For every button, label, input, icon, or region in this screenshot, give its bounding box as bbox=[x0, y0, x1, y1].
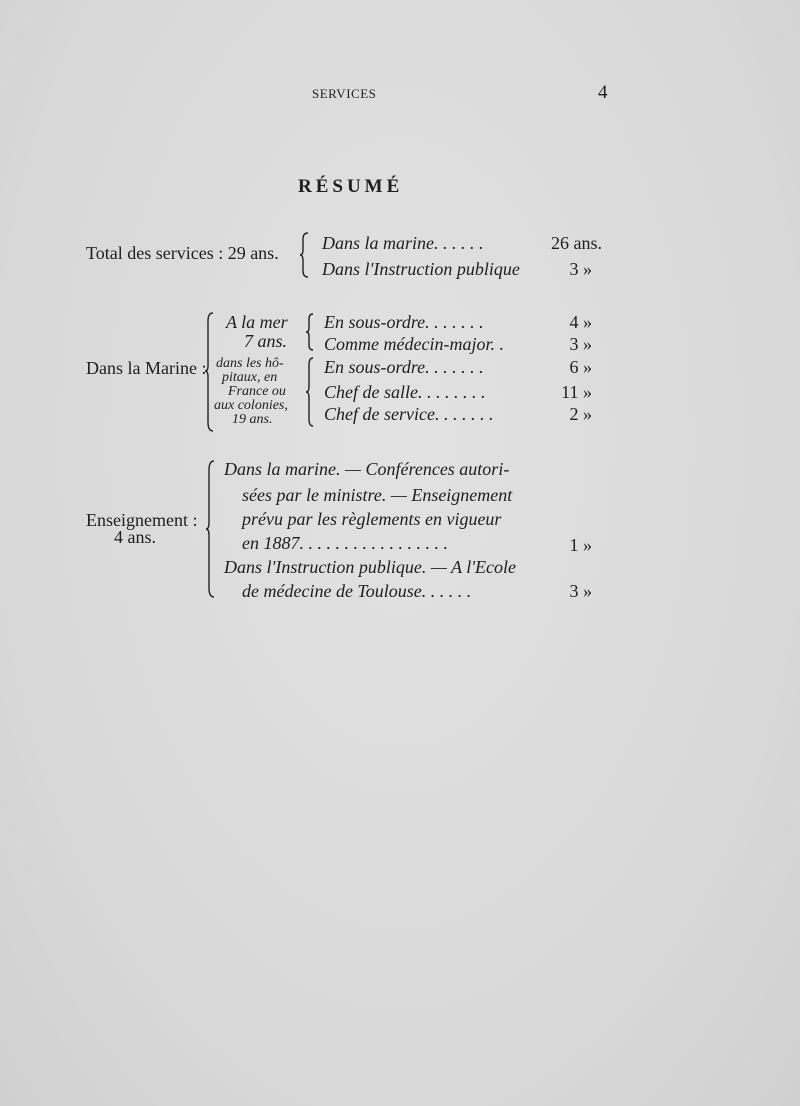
teaching-line-5: Dans l'Instruction publique. — A l'Ecole bbox=[224, 557, 517, 577]
total-row-instruction-label: Dans l'Instruction publique bbox=[322, 259, 520, 279]
hospitals-brace bbox=[306, 357, 316, 427]
sea-brace bbox=[306, 313, 316, 351]
hospitals-label-line5: 19 ans. bbox=[232, 412, 273, 427]
hospitals-row-ward-chief-label: Chef de salle. . . . . . . . bbox=[324, 382, 486, 402]
running-header: SERVICES bbox=[312, 86, 377, 101]
hospitals-label-line3: France ou bbox=[228, 384, 286, 399]
hospitals-row-subordinate-label: En sous-ordre. . . . . . . bbox=[324, 357, 484, 377]
hospitals-row-service-chief-label: Chef de service. . . . . . . bbox=[324, 404, 494, 424]
hospitals-row-subordinate-value: 6 » bbox=[569, 357, 592, 377]
sea-row-major-value: 3 » bbox=[569, 334, 592, 354]
teaching-label-line1: Enseignement : bbox=[86, 510, 198, 530]
teaching-brace bbox=[206, 460, 218, 598]
teaching-instruction-value: 3 » bbox=[569, 581, 592, 601]
teaching-marine-value: 1 » bbox=[569, 535, 592, 555]
sea-row-subordinate-value: 4 » bbox=[569, 312, 592, 332]
total-services-label: Total des services : 29 ans. bbox=[86, 243, 279, 263]
teaching-line-6: de médecine de Toulouse. . . . . . bbox=[242, 581, 472, 601]
teaching-line-2: sées par le ministre. — Enseignement bbox=[242, 485, 513, 505]
page-title: RÉSUMÉ bbox=[298, 176, 404, 197]
sea-row-major-label: Comme médecin-major. . bbox=[324, 334, 504, 354]
hospitals-label-line1: dans les hô- bbox=[216, 356, 284, 371]
marine-label: Dans la Marine : bbox=[86, 358, 207, 378]
hospitals-label-line4: aux colonies, bbox=[214, 398, 288, 413]
teaching-line-3: prévu par les règlements en vigueur bbox=[242, 509, 502, 529]
total-row-marine-value: 26 ans. bbox=[551, 233, 602, 253]
hospitals-row-ward-chief-value: 11 » bbox=[561, 382, 592, 402]
page-number: 4 bbox=[598, 82, 608, 103]
sea-row-subordinate-label: En sous-ordre. . . . . . . bbox=[324, 312, 484, 332]
hospitals-row-service-chief-value: 2 » bbox=[569, 404, 592, 424]
sea-label-line1: A la mer bbox=[226, 312, 288, 332]
sea-label-line2: 7 ans. bbox=[244, 331, 288, 351]
total-row-marine-label: Dans la marine. . . . . . bbox=[322, 233, 484, 253]
total-row-instruction-value: 3 » bbox=[569, 259, 592, 279]
marine-brace bbox=[205, 312, 217, 432]
teaching-line-4: en 1887. . . . . . . . . . . . . . . . . bbox=[242, 533, 448, 553]
teaching-line-1: Dans la marine. — Conférences autori- bbox=[224, 459, 510, 479]
hospitals-label-line2: pitaux, en bbox=[222, 370, 278, 385]
teaching-label-line2: 4 ans. bbox=[114, 527, 156, 547]
total-brace bbox=[300, 232, 312, 278]
